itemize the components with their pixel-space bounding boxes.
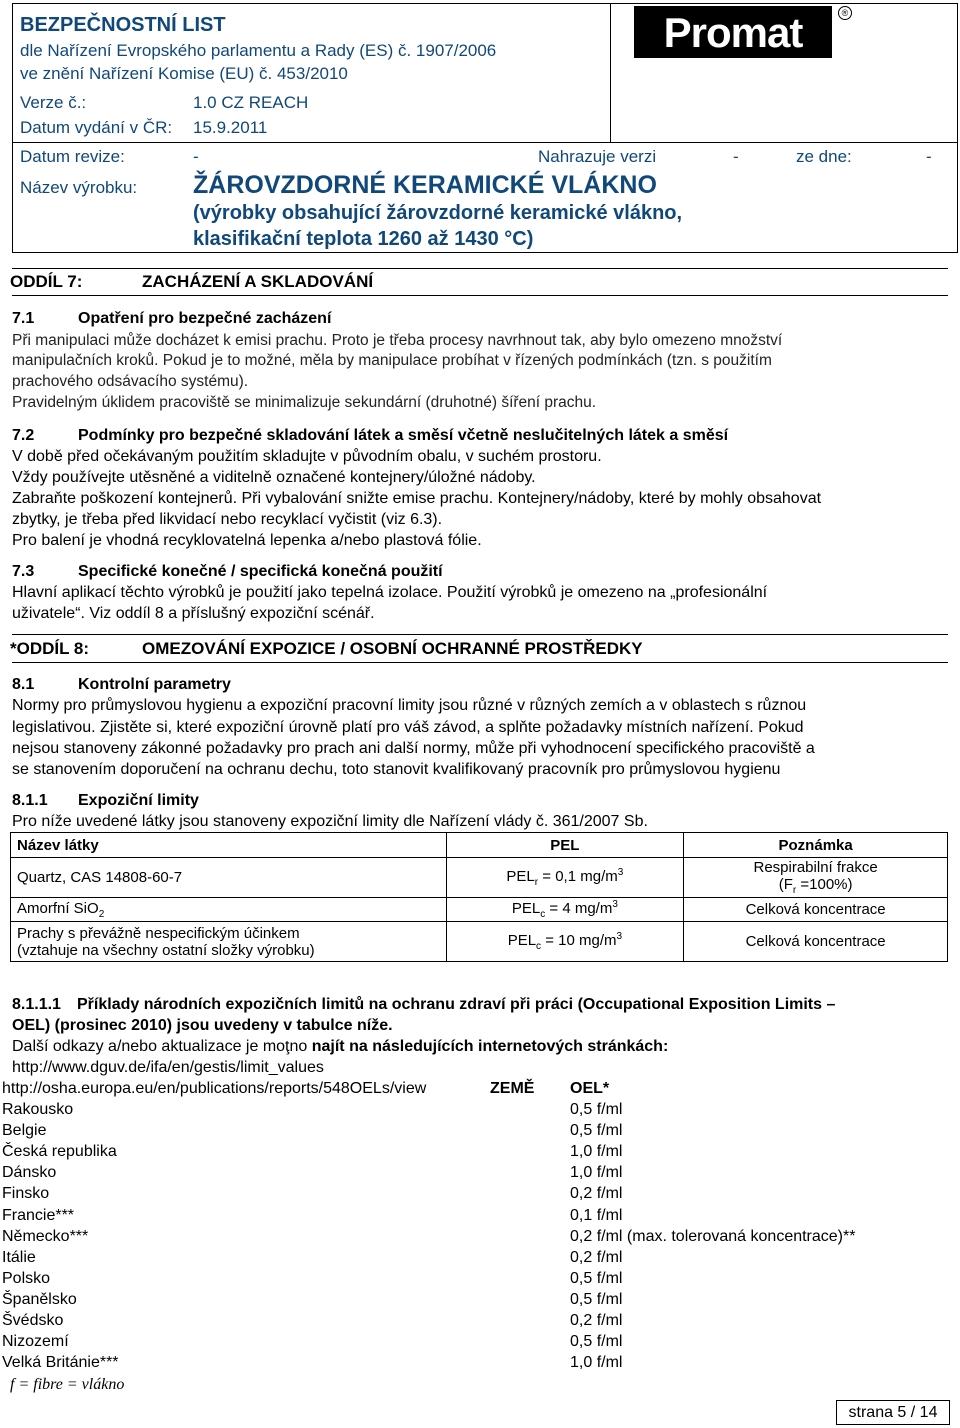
issue-date-value: 15.9.2011 bbox=[193, 118, 268, 137]
fibre-footnote: f = fibre = vlákno bbox=[10, 1376, 125, 1393]
country-oel-value: 0,5 f/ml bbox=[570, 1333, 623, 1350]
country-name: Švédsko bbox=[2, 1312, 64, 1329]
country-oel-value: 0,5 f/ml bbox=[570, 1101, 623, 1118]
version-value: 1.0 CZ REACH bbox=[193, 93, 309, 112]
paragraph-line: manipulačních kroků. Pokud je to možné, měla by manipulace probíhat v řízených podmínkách (tzn. s použitím bbox=[12, 352, 772, 369]
table-cell: $PEL_c = 4$ $mg/m^3$ bbox=[446, 898, 684, 922]
country-name: Dánsko bbox=[2, 1164, 57, 1181]
country-name: Nizozemí bbox=[2, 1333, 69, 1350]
country-oel-value: 0,2 f/ml bbox=[570, 1185, 623, 1202]
paragraph-line: uživatele“. Viz oddíl 8 a příslušný expoziční scénář. bbox=[12, 605, 375, 622]
section-7-top-rule bbox=[12, 268, 948, 269]
country-name: Polsko bbox=[2, 1270, 51, 1287]
country-oel-value: 0,5 f/ml bbox=[570, 1291, 623, 1308]
paragraph-line: Pro balení je vhodná recyklovatelná lepenka a/nebo plastová fólie. bbox=[12, 532, 482, 549]
paragraph-line: Pravidelným úklidem pracoviště se minimalizuje sekundární (druhotné) šíření prachu. bbox=[12, 394, 597, 411]
country-oel-value: 0,1 f/ml bbox=[570, 1207, 623, 1224]
document-title: BEZPEČNOSTNÍ LIST bbox=[20, 14, 226, 36]
reference-url-link[interactable]: http://osha.europa.eu/en/publications/reports/548OELs/view bbox=[2, 1080, 427, 1097]
regulation-amendment-line: ve znění Nařízení Komise (EU) č. 453/2010 bbox=[20, 64, 348, 83]
paragraph-line: Pro níže uvedené látky jsou stanoveny expoziční limity dle Nařízení vlády č. 361/2007 Sb. bbox=[12, 813, 648, 830]
paragraph-line: Hlavní aplikací těchto výrobků je použití jako tepelná izolace. Použití výrobků je omezeno na „profesionální bbox=[12, 584, 768, 601]
revision-date-label: Datum revize: bbox=[20, 147, 125, 166]
paragraph-line: Při manipulaci může docházet k emisi prachu. Proto je třeba procesy navrhnout tak, aby bylo omezeno množství bbox=[12, 332, 783, 349]
section-7-title: ZACHÁZENÍ A SKLADOVÁNÍ bbox=[142, 272, 374, 291]
country-name: Belgie bbox=[2, 1122, 47, 1139]
paragraph-line: se stanovením doporučení na ochranu dechu, toto stanovit kvalifikovaný pracovník pro průmyslovou hygienu bbox=[12, 761, 781, 778]
product-subtitle-1: (výrobky obsahující žárovzdorné keramické vlákno, bbox=[193, 202, 683, 224]
logo-text: Promat bbox=[663, 9, 803, 56]
section-8-bottom-rule bbox=[12, 662, 948, 663]
table-row bbox=[11, 922, 948, 962]
exposure-limits-table bbox=[10, 832, 948, 962]
section-8-top-rule bbox=[12, 634, 948, 635]
country-name: Velká Británie*** bbox=[2, 1354, 119, 1371]
oel-column-header: OEL* bbox=[570, 1080, 610, 1097]
country-name: Německo*** bbox=[2, 1228, 89, 1245]
country-name: Itálie bbox=[2, 1249, 36, 1266]
page-number: strana 5 / 14 bbox=[836, 1400, 950, 1425]
paragraph-line: zbytky, je třeba před likvidací nebo recyklací vyčistit (viz 6.3). bbox=[12, 511, 443, 528]
subsection-8-1-title: Kontrolní parametry bbox=[78, 676, 231, 693]
subsection-7-2-number: 7.2 bbox=[12, 427, 35, 444]
table-header-cell: Název látky bbox=[11, 833, 447, 858]
country-oel-value: 0,2 f/ml (max. tolerovaná koncentrace)** bbox=[570, 1228, 856, 1245]
section-7-bottom-rule bbox=[12, 295, 948, 296]
section-8-number: *ODDÍL 8: bbox=[10, 639, 90, 658]
subsection-8-1-1-number: 8.1.1 bbox=[12, 792, 48, 809]
regulation-line: dle Nařízení Evropského parlamentu a Rady (ES) č. 1907/2006 bbox=[20, 41, 497, 60]
table-cell: Quartz, CAS 14808-60-7 bbox=[11, 858, 447, 898]
subsection-7-2-title: Podmínky pro bezpečné skladování látek a směsí včetně neslučitelných látek a směsí bbox=[78, 427, 729, 444]
country-oel-value: 0,2 f/ml bbox=[570, 1249, 623, 1266]
country-name: Španělsko bbox=[2, 1291, 77, 1308]
from-date-value: - bbox=[926, 147, 932, 166]
section-7-number: ODDÍL 7: bbox=[10, 272, 83, 291]
subsection-8-1-1-1-title-2: OEL) (prosinec 2010) jsou uvedeny v tabulce níže. bbox=[12, 1017, 393, 1034]
country-column-header: ZEMĚ bbox=[490, 1080, 535, 1097]
product-subtitle-2: klasifikační teplota 1260 až 1430 °C) bbox=[193, 228, 534, 250]
paragraph-line: V době před očekávaným použitím skladujte v původním obalu, v suchém prostoru. bbox=[12, 448, 602, 465]
section-8-title: OMEZOVÁNÍ EXPOZICE / OSOBNÍ OCHRANNÉ PROSTŘEDKY bbox=[142, 639, 643, 658]
country-oel-value: 1,0 f/ml bbox=[570, 1143, 623, 1160]
paragraph-line: Další odkazy a/nebo aktualizace je moţno najít na následujících internetových stránkách: bbox=[12, 1038, 669, 1055]
country-name: Finsko bbox=[2, 1185, 50, 1202]
table-cell: Respirabilní frakce $(F_r =100\%)$ bbox=[684, 858, 948, 898]
replaces-version-value: - bbox=[733, 147, 739, 166]
subsection-8-1-number: 8.1 bbox=[12, 676, 35, 693]
table-cell: $PEL_c = 10$ $mg/m^3$ bbox=[446, 922, 684, 962]
header-divider-horizontal bbox=[13, 142, 957, 143]
country-oel-value: 1,0 f/ml bbox=[570, 1354, 623, 1371]
header-divider-vertical bbox=[610, 4, 611, 142]
product-name-label: Název výrobku: bbox=[20, 178, 138, 197]
subsection-7-3-title: Specifické konečné / specifická konečná použití bbox=[78, 563, 443, 580]
subsection-8-1-1-title: Expoziční limity bbox=[78, 792, 199, 809]
country-oel-value: 0,5 f/ml bbox=[570, 1270, 623, 1287]
country-oel-value: 0,5 f/ml bbox=[570, 1122, 623, 1139]
table-row bbox=[11, 898, 948, 922]
revision-date-value: - bbox=[193, 147, 199, 166]
country-name: Rakousko bbox=[2, 1101, 74, 1118]
paragraph-line: legislativou. Zjistěte si, které expoziční úrovně platí pro váš závod, a splňte požadavky místních nařízení. Pokud bbox=[12, 719, 804, 736]
subsection-7-1-title: Opatření pro bezpečné zacházení bbox=[78, 310, 332, 327]
paragraph-line: Vždy používejte utěsněné a viditelně označené kontejnery/úložné nádoby. bbox=[12, 469, 536, 486]
replaces-version-label: Nahrazuje verzi bbox=[538, 147, 657, 166]
country-oel-value: 1,0 f/ml bbox=[570, 1164, 623, 1181]
table-cell: $PEL_r = 0,1$ $mg/m^3$ bbox=[446, 858, 684, 898]
country-name: Česká republika bbox=[2, 1143, 117, 1160]
table-header-cell: Poznámka bbox=[684, 833, 948, 858]
country-oel-value: 0,2 f/ml bbox=[570, 1312, 623, 1329]
registered-mark: ® bbox=[838, 6, 852, 20]
from-date-label: ze dne: bbox=[796, 147, 852, 166]
table-header-cell: PEL bbox=[446, 833, 684, 858]
table-cell: Celková koncentrace bbox=[684, 898, 948, 922]
subsection-8-1-1-1-title-1: Příklady národních expozičních limitů na ochranu zdraví při práci (Occupational Exposition Limits – bbox=[77, 996, 836, 1013]
subsection-7-3-number: 7.3 bbox=[12, 563, 35, 580]
table-row bbox=[11, 858, 948, 898]
table-cell: Amorfní SiO$_2$ bbox=[11, 898, 447, 922]
product-name: ŽÁROVZDORNÉ KERAMICKÉ VLÁKNO bbox=[193, 171, 657, 199]
paragraph-line: Normy pro průmyslovou hygienu a expoziční pracovní limity jsou různé v různých zemích a v oblastech s různou bbox=[12, 697, 807, 714]
country-name: Francie*** bbox=[2, 1207, 75, 1224]
table-cell: Celková koncentrace bbox=[684, 922, 948, 962]
paragraph-line: nejsou stanoveny zákonné požadavky pro prach ani další normy, může při vyhodnocení specifického pracoviště a bbox=[12, 740, 815, 757]
paragraph-line: prachového odsávacího systému). bbox=[12, 373, 249, 390]
promat-logo bbox=[634, 6, 832, 58]
subsection-8-1-1-1-number: 8.1.1.1 bbox=[12, 996, 61, 1013]
version-label: Verze č.: bbox=[20, 93, 87, 112]
table-cell: Prachy s převážně nespecifickým účinkem (vztahuje na všechny ostatní složky výrobku) bbox=[11, 922, 447, 962]
subsection-7-1-number: 7.1 bbox=[12, 310, 35, 327]
issue-date-label: Datum vydání v ČR: bbox=[20, 118, 173, 137]
table-header-row bbox=[11, 833, 948, 858]
reference-url-link[interactable]: http://www.dguv.de/ifa/en/gestis/limit_values bbox=[12, 1059, 324, 1076]
paragraph-line: Zabraňte poškození kontejnerů. Při vybalování snižte emise prachu. Kontejnery/nádoby, které by mohly obsahovat bbox=[12, 490, 822, 507]
